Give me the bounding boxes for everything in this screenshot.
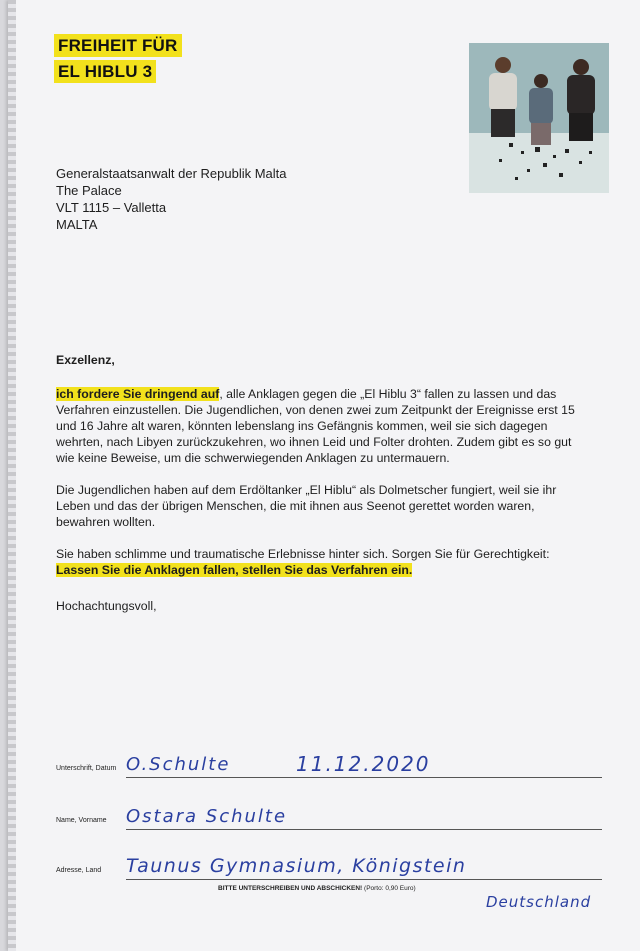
demand-highlight: ich fordere Sie dringend auf bbox=[56, 387, 220, 401]
signature-field[interactable]: O.Schulte bbox=[126, 754, 231, 775]
address-field[interactable]: Taunus Gymnasium, Königstein bbox=[126, 855, 467, 877]
campaign-photo bbox=[469, 43, 609, 193]
signature-label: Unterschrift, Datum bbox=[56, 765, 117, 772]
paragraph-3 bbox=[56, 546, 586, 578]
footer-postage: (Porto: 0,90 Euro) bbox=[364, 885, 416, 892]
paragraph-3-text: Sie haben schlimme und traumatische Erlebnisse hinter sich. Sorgen Sie für Gerechtigkeit: bbox=[56, 547, 550, 561]
campaign-title-line2: EL HIBLU 3 bbox=[54, 60, 156, 83]
country-field[interactable]: Deutschland bbox=[486, 893, 592, 911]
paragraph-1 bbox=[56, 386, 586, 466]
recipient-street: The Palace bbox=[56, 183, 122, 198]
name-label: Name, Vorname bbox=[56, 817, 107, 824]
salutation: Exzellenz, bbox=[56, 353, 115, 367]
recipient-address bbox=[56, 165, 287, 233]
date-field[interactable]: 11.12.2020 bbox=[296, 752, 431, 776]
recipient-country: MALTA bbox=[56, 217, 98, 232]
name-line bbox=[126, 829, 602, 830]
closing: Hochachtungsvoll, bbox=[56, 599, 157, 613]
signature-line bbox=[126, 777, 602, 778]
paragraph-1-text: , alle Anklagen gegen die „El Hiblu 3“ fallen zu lassen und das Verfahren einzustellen. Die Jugendlichen, von denen zwei zum Zeitpunkt der Ereignisse erst 15 und 16 Jahre alt waren, könnten lebenslang ins Gefängnis kommen, weil sie sich dagegen wehrten, nach Libyen zurückzukehren, wo ihnen Leid und Folter drohten. Zudem gibt es so gut wie keine Beweise, um die schwerwiegenden Anklagen zu untermauern. bbox=[56, 387, 575, 465]
appeal-highlight: Lassen Sie die Anklagen fallen, stellen Sie das Verfahren ein. bbox=[56, 563, 413, 577]
campaign-title-line1: FREIHEIT FÜR bbox=[54, 34, 182, 57]
recipient-city: VLT 1115 – Valletta bbox=[56, 200, 167, 215]
letter-body bbox=[56, 352, 586, 614]
address-line bbox=[126, 879, 602, 880]
letter-sheet bbox=[8, 0, 640, 951]
address-label: Adresse, Land bbox=[56, 867, 102, 874]
recipient-name: Generalstaatsanwalt der Republik Malta bbox=[56, 166, 287, 181]
name-field[interactable]: Ostara Schulte bbox=[126, 806, 288, 827]
footer-instruction-bold: BITTE UNTERSCHREIBEN UND ABSCHICKEN! bbox=[218, 885, 363, 892]
paragraph-2: Die Jugendlichen haben auf dem Erdöltanker „El Hiblu“ als Dolmetscher fungiert, weil sie ihr Leben und das der übrigen Menschen, die mit ihnen aus Seenot gerettet worden waren, bewahren wollten. bbox=[56, 483, 557, 529]
footer-instruction bbox=[218, 885, 416, 892]
three-youths-image bbox=[469, 43, 609, 193]
perforated-edge bbox=[8, 0, 16, 951]
